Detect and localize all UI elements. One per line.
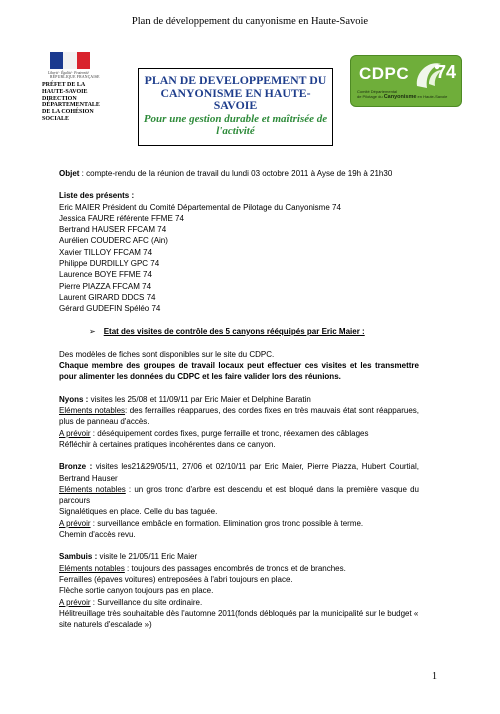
republic-name: RÉPUBLIQUE FRANÇAISE (50, 75, 100, 79)
arrow-bullet-icon: ➢ (89, 326, 96, 336)
report-body (59, 168, 419, 641)
attendee-item: Bertrand HAUSER FFCAM 74 (59, 225, 167, 235)
attendee-item: Xavier TILLOY FFCAM 74 (59, 247, 153, 257)
canyon-bronze: Bronze : visites les21&29/05/11, 27/06 et 02/10/11 par Eric Maier, Pierre Piazza, Hubert Courtial, Bertrand Hauser Eléments notables : un gros tronc d'arbre est descendu et est bloqué dans la première vasque du parcours Signalétiques en place. Celle du bas taguée. A prévoir : surveillance embâcle en formation. Elimination gros tronc possible à terme. Chemin d'accès revu. (59, 462, 420, 540)
attendee-item: Laurent GIRARD DDCS 74 (59, 292, 156, 302)
cdpc-logo (350, 55, 462, 107)
running-header: Plan de développement du canyonisme en Haute-Savoie (131, 16, 369, 27)
cdpc-acronym: CDPC (359, 64, 410, 83)
canyon-name: Sambuis : (59, 552, 98, 562)
objet-paragraph (59, 168, 419, 179)
canyon-nyons: Nyons : visites les 25/08 et 11/09/11 par Eric Maier et Delphine Baratin Eléments notables: des ferrailles réapparues, des cordes fixes en très mauvais état sont réapparues, plus de panneau d'accès. A prévoir : déséquipement cordes fixes, purge ferraille et tronc, réexamen des câblages Réfléchir à certaines pratiques incohérentes dans ce canyon. (59, 394, 419, 449)
attendee-item: Jessica FAURE référente FFME 74 (59, 213, 184, 223)
objet-label: Objet (59, 169, 80, 178)
intro-line: Des modèles de fiches sont disponibles sur le site du CDPC. (59, 349, 275, 359)
attendee-item: Gérard GUDEFIN Spéléo 74 (59, 304, 161, 314)
canyon-name: Nyons : (59, 394, 89, 404)
attendee-item: Philippe DURDILLY GPC 74 (59, 259, 160, 269)
intro-paragraph (59, 349, 419, 383)
republic-motto: Liberté · Égalité · Fraternité (48, 71, 89, 75)
attendee-item: Aurélien COUDERC AFC (Ain) (59, 236, 168, 246)
canyon-name: Bronze : (59, 462, 93, 472)
attendees-heading: Liste des présents : (59, 191, 135, 201)
cdpc-caption: Comité Départemental de Pilotage du Canyonisme en Haute-Savoie (357, 89, 448, 100)
french-flag-icon (50, 52, 90, 69)
cdpc-number: 74 (435, 62, 456, 82)
attendee-item: Eric MAIER Président du Comité Départemental de Pilotage du Canyonisme 74 (59, 202, 341, 212)
document-title: PLAN DE DEVELOPPEMENT DU CANYONISME EN HAUTE-SAVOIE (144, 73, 327, 112)
attendees-list (59, 190, 419, 314)
canyon-sambuis: Sambuis : visite le 21/05/11 Eric Maier Eléments notables : toujours des passages encombrés de troncs et de branches. Ferrailles (épaves voitures) entreposées à l'abri toujours en place. Flèche sortie canyon toujours pas en place. A prévoir : Surveillance du site ordinaire. Hélitreuillage très souhaitable dès l'automne 2011(fonds débloqués par la municipalité sur le budget « site naturels d'escalade ») (59, 552, 419, 630)
document-title-box (138, 68, 333, 146)
attendee-item: Laurence BOYE FFME 74 (59, 270, 152, 280)
section-heading: ➢ Etat des visites de contrôle des 5 canyons rééquipés par Eric Maier : (89, 326, 365, 336)
prefecture-name: PRÉFET DE LA HAUTE-SAVOIE DIRECTION DÉPARTEMENTALE DE LA COHÉSION SOCIALE (42, 82, 100, 122)
intro-bold: Chaque membre des groupes de travail locaux peut effectuer ces visites et les transmettre pour alimenter les données du CDPC et les faire valider lors des réunions. (59, 361, 419, 382)
attendee-item: Pierre PIAZZA FFCAM 74 (59, 281, 152, 291)
document-subtitle: Pour une gestion durable et maîtrisée de l'activité (143, 112, 328, 137)
page-number: 1 (432, 671, 437, 682)
prefecture-logo (42, 52, 122, 123)
objet-text: : compte-rendu de la réunion de travail du lundi 03 octobre 2011 à Ayse de 19h à 21h30 (79, 169, 393, 178)
